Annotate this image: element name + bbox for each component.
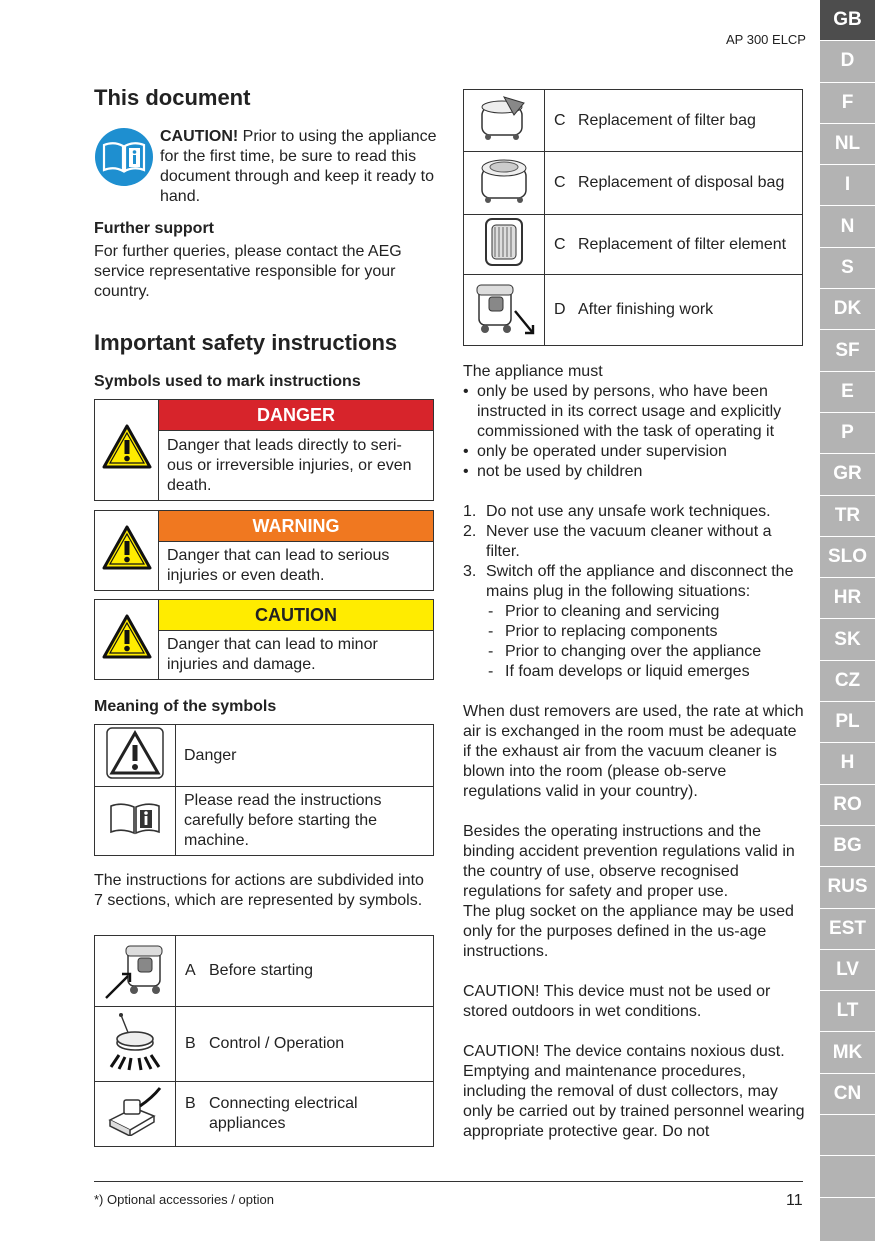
list-item: 1. Do not use any unsafe work techniques.: [463, 503, 771, 520]
section-letter: A: [185, 962, 196, 979]
tab-lang-cn[interactable]: CN: [820, 1074, 875, 1115]
meaning-table: [94, 724, 434, 856]
tab-lang-h[interactable]: H: [820, 743, 875, 784]
paragraph: CAUTION! This device must not be used or stored outdoors in wet conditions.: [463, 983, 771, 1020]
tab-lang-p[interactable]: P: [820, 413, 875, 454]
sections-table-right: [463, 89, 803, 346]
model-name: AP 300 ELCP: [726, 32, 806, 47]
tab-lang-tr[interactable]: TR: [820, 496, 875, 537]
tab-lang-nl[interactable]: NL: [820, 124, 875, 165]
hazard-title: DANGER: [159, 400, 434, 431]
tab-lang-empty[interactable]: [820, 1115, 875, 1156]
tab-lang-f[interactable]: F: [820, 83, 875, 124]
tab-lang-pl[interactable]: PL: [820, 702, 875, 743]
section-letter: C: [554, 111, 566, 129]
section-row: [464, 152, 803, 215]
section-text: After finishing work: [578, 301, 714, 318]
tab-lang-n[interactable]: N: [820, 206, 875, 247]
must-list: [463, 382, 808, 482]
tab-lang-bg[interactable]: BG: [820, 826, 875, 867]
footer-divider: [94, 1181, 803, 1182]
section-letter: C: [554, 174, 566, 191]
tab-lang-dk[interactable]: DK: [820, 289, 875, 330]
meaning-row: [95, 725, 434, 787]
list-item: 3. Switch off the appliance and disconnect the mains plug in the following situations:: [463, 563, 794, 600]
hazard-text: Danger that can lead to serious injuries or even death.: [159, 542, 434, 591]
tab-lang-lv[interactable]: LV: [820, 950, 875, 991]
numbered-list: [463, 502, 808, 602]
dash-item: - Prior to replacing components: [488, 623, 718, 640]
hazard-text: Danger that can lead to minor injuries and damage.: [159, 631, 434, 680]
meaning-row: [95, 787, 434, 856]
tab-lang-d[interactable]: D: [820, 41, 875, 82]
tab-lang-sf[interactable]: SF: [820, 330, 875, 371]
section-text: Replacement of filter bag: [578, 111, 756, 129]
list-item: • only be used by persons, who have been instructed in its correct usage and explicitly commissioned with the task of operating it: [463, 382, 808, 442]
tab-lang-gb[interactable]: GB: [820, 0, 875, 41]
hazard-caution-table: [94, 599, 434, 680]
power-plug-icon: [106, 1086, 164, 1136]
must-intro: The appliance must: [463, 363, 603, 380]
hazard-title: WARNING: [159, 511, 434, 542]
warning-triangle-icon: [102, 614, 152, 660]
paragraph: The plug socket on the appliance may be used only for the purposes defined in the us-age instructions.: [463, 903, 794, 960]
support-heading: Further support: [94, 220, 214, 237]
language-tabs: [820, 0, 875, 1241]
section-row: [95, 1082, 434, 1147]
read-manual-icon: [109, 800, 161, 836]
finish-work-icon: [471, 275, 537, 339]
meaning-heading: Meaning of the symbols: [94, 698, 277, 715]
doc-title: This document: [94, 85, 251, 110]
tab-lang-gr[interactable]: GR: [820, 454, 875, 495]
section-text: Before starting: [209, 962, 314, 979]
list-item-text: Switch off the appliance and disconnect the mains plug in the following situations:: [486, 563, 794, 600]
tab-lang-lt[interactable]: LT: [820, 991, 875, 1032]
section-letter: D: [554, 301, 566, 318]
tab-lang-cz[interactable]: CZ: [820, 661, 875, 702]
paragraph: When dust removers are used, the rate at which air is exchanged in the room must be adequate if the exhaust air from the vacuum cleaner is blown into the room (please ob-serve regulations valid in your country).: [463, 703, 804, 800]
section-row: [464, 90, 803, 152]
tab-lang-i[interactable]: I: [820, 165, 875, 206]
meaning-text: Please read the instructions carefully before starting the machine.: [176, 787, 434, 856]
list-item-text: Never use the vacuum cleaner without a filter.: [486, 523, 772, 560]
tab-lang-s[interactable]: S: [820, 248, 875, 289]
list-item: • only be operated under supervision: [463, 442, 808, 462]
section-row: [95, 936, 434, 1007]
vacuum-start-icon: [102, 936, 168, 1000]
tab-lang-hr[interactable]: HR: [820, 578, 875, 619]
footer-note: *) Optional accessories / option: [94, 1192, 274, 1207]
meaning-text: Danger: [176, 725, 434, 787]
hazard-danger-table: [94, 399, 434, 501]
tab-lang-empty[interactable]: [820, 1156, 875, 1197]
section-letter: B: [185, 1095, 196, 1112]
warning-triangle-icon: [102, 525, 152, 571]
disposal-bag-icon: [474, 154, 534, 206]
section-row: [464, 275, 803, 346]
dash-item: - Prior to cleaning and servicing: [488, 603, 720, 620]
hazard-text: Danger that leads directly to seri-ous or irreversible injuries, or even death.: [159, 431, 434, 501]
right-body: [463, 362, 808, 1142]
hazard-warning-table: [94, 510, 434, 591]
paragraph: Besides the operating instructions and the binding accident prevention regulations valid in the country of use, observe recognised regulations for safety and proper use.: [463, 823, 795, 900]
dash-item: - If foam develops or liquid emerges: [488, 663, 750, 680]
sections-table-left: [94, 935, 434, 1147]
info-book-icon: [94, 127, 154, 187]
tab-lang-ro[interactable]: RO: [820, 785, 875, 826]
tab-lang-est[interactable]: EST: [820, 909, 875, 950]
section-text: Replacement of filter element: [578, 235, 787, 253]
section-row: [464, 215, 803, 275]
control-knob-icon: [107, 1011, 163, 1071]
tab-lang-mk[interactable]: MK: [820, 1032, 875, 1073]
warning-triangle-icon: [102, 424, 152, 470]
tab-lang-slo[interactable]: SLO: [820, 537, 875, 578]
section-text: Replacement of disposal bag: [578, 174, 785, 191]
section-row: [95, 1007, 434, 1082]
tab-lang-rus[interactable]: RUS: [820, 867, 875, 908]
list-item: 2. Never use the vacuum cleaner without a filter.: [463, 523, 772, 560]
list-item-text: Do not use any unsafe work techniques.: [486, 503, 771, 520]
filter-element-icon: [484, 217, 524, 267]
hazard-title: CAUTION: [159, 600, 434, 631]
symbols-heading: Symbols used to mark instructions: [94, 373, 361, 390]
caution-note: [160, 127, 440, 207]
danger-triangle-icon: [106, 727, 164, 779]
safety-title: Important safety instructions: [94, 330, 398, 355]
list-item: • not be used by children: [463, 462, 808, 482]
sections-intro: The instructions for actions are subdivided into 7 sections, which are represented by symbols.: [94, 872, 424, 909]
tab-lang-e[interactable]: E: [820, 372, 875, 413]
caution-label: CAUTION!: [160, 128, 239, 145]
section-letter: C: [554, 235, 566, 253]
filter-bag-icon: [474, 93, 534, 143]
section-text: Connecting electrical appliances: [209, 1095, 358, 1132]
tab-lang-sk[interactable]: SK: [820, 619, 875, 660]
section-letter: B: [185, 1035, 196, 1052]
caution-text: Prior to using the appliance for the first time, be sure to read this document through and keep it ready to hand.: [160, 128, 437, 205]
section-text: Control / Operation: [209, 1035, 345, 1052]
dash-item: - Prior to changing over the appliance: [488, 643, 762, 660]
support-text: For further queries, please contact the AEG service representative responsible for your country.: [94, 243, 402, 300]
paragraph: CAUTION! The device contains noxious dust. Emptying and maintenance procedures, including the removal of dust collectors, may only be carried out by trained personnel wearing appropriate protective gear. Do not: [463, 1043, 805, 1140]
page-number: 11: [786, 1192, 803, 1209]
